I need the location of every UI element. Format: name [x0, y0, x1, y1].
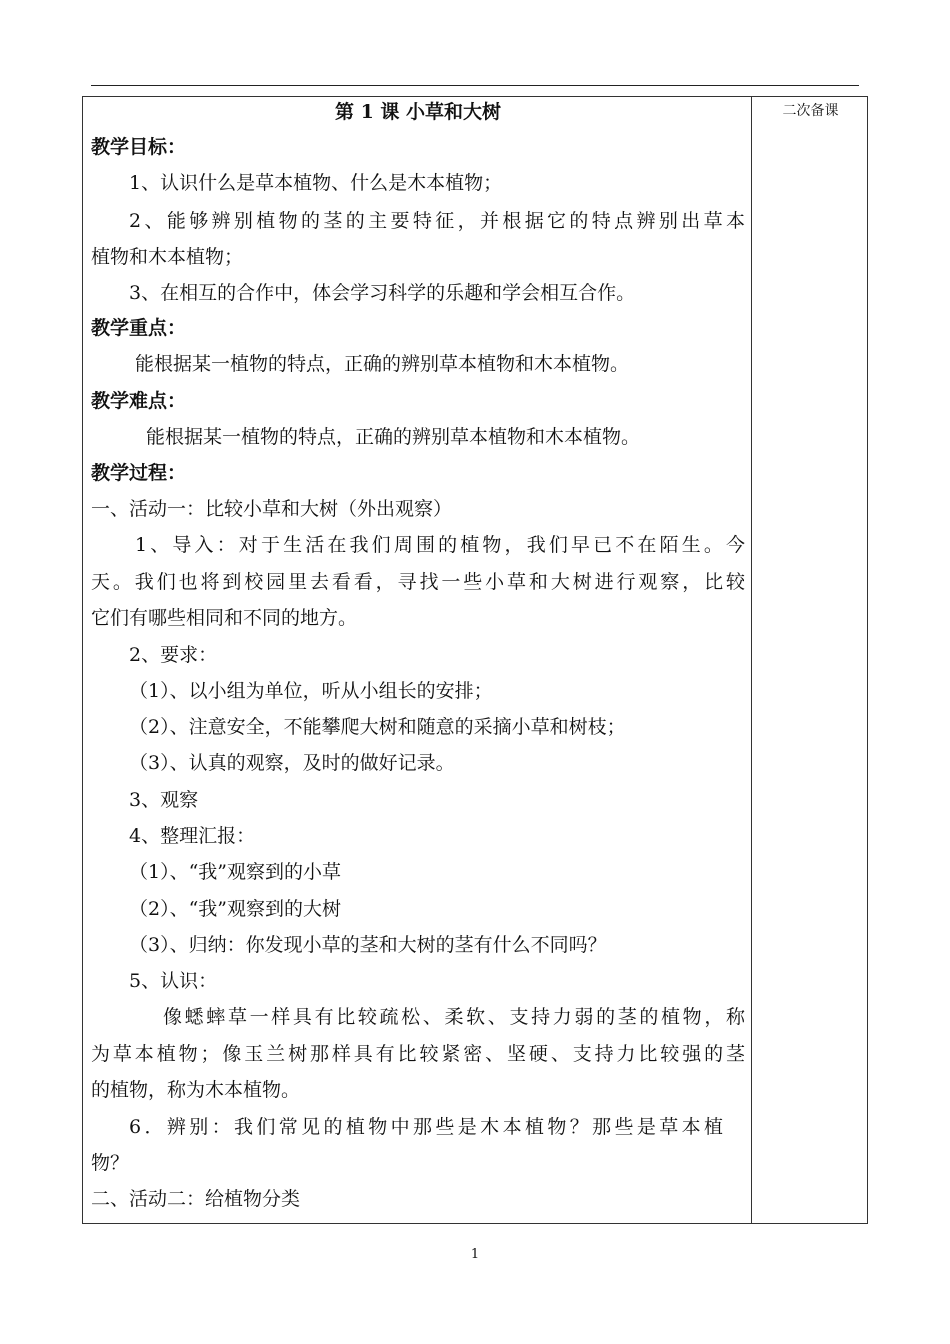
requirement-2: （2）、注意安全，不能攀爬大树和随意的采摘小草和树枝；	[129, 716, 626, 738]
recognize-heading: 5、认识：	[129, 970, 218, 992]
page-number: 1	[470, 1247, 480, 1262]
distinguish-line-1: 6．辨别：我们常见的植物中那些是木本植物？那些是草本植	[129, 1116, 723, 1138]
header-rule	[91, 85, 859, 86]
intro-line-3: 它们有哪些相同和不同的地方。	[91, 607, 358, 629]
key-heading: 教学重点：	[91, 317, 187, 339]
requirement-3: （3）、认真的观察，及时的做好记录。	[129, 752, 455, 774]
requirement-1: （1）、以小组为单位，听从小组长的安排；	[129, 680, 493, 702]
recognize-line-1: 像蟋蟀草一样具有比较疏松、柔软、支持力弱的茎的植物，称	[163, 1006, 745, 1028]
goal-1: 1、认识什么是草本植物、什么是木本植物；	[129, 172, 503, 194]
recognize-line-3: 的植物，称为木本植物。	[91, 1079, 301, 1101]
difficult-text: 能根据某一植物的特点，正确的辨别草本植物和木本植物。	[146, 426, 641, 448]
lesson-title: 第 1 课 小草和大树	[334, 101, 502, 123]
report-2: （2）、“我”观察到的大树	[129, 898, 342, 920]
requirements-heading: 2、要求：	[129, 644, 218, 666]
intro-line-2: 天。我们也将到校园里去看看，寻找一些小草和大树进行观察，比较	[91, 571, 745, 593]
report-1: （1）、“我”观察到的小草	[129, 861, 342, 883]
distinguish-line-2: 物？	[91, 1152, 130, 1174]
goal-2-line-1: 2、能够辨别植物的茎的主要特征，并根据它的特点辨别出草本	[129, 210, 745, 232]
activity-1-heading: 一、活动一：比较小草和大树（外出观察）	[91, 498, 453, 520]
goals-heading: 教学目标：	[91, 136, 187, 158]
report-heading: 4、整理汇报：	[129, 825, 256, 847]
intro-line-1: 1、导入：对于生活在我们周围的植物，我们早已不在陌生。今	[135, 534, 745, 556]
key-text: 能根据某一植物的特点，正确的辨别草本植物和木本植物。	[135, 353, 630, 375]
lesson-table	[82, 96, 868, 1224]
report-3: （3）、归纳：你发现小草的茎和大树的茎有什么不同吗？	[129, 934, 607, 956]
process-heading: 教学过程：	[91, 462, 187, 484]
observe-step: 3、观察	[129, 789, 199, 811]
side-note-label: 二次备课	[782, 103, 839, 119]
activity-2-heading: 二、活动二：给植物分类	[91, 1188, 301, 1210]
recognize-line-2: 为草本植物；像玉兰树那样具有比较紧密、坚硬、支持力比较强的茎	[91, 1043, 745, 1065]
goal-2-line-2: 植物和木本植物；	[91, 246, 244, 268]
column-divider	[751, 97, 752, 1223]
goal-3: 3、在相互的合作中，体会学习科学的乐趣和学会相互合作。	[129, 282, 636, 304]
difficult-heading: 教学难点：	[91, 390, 187, 412]
